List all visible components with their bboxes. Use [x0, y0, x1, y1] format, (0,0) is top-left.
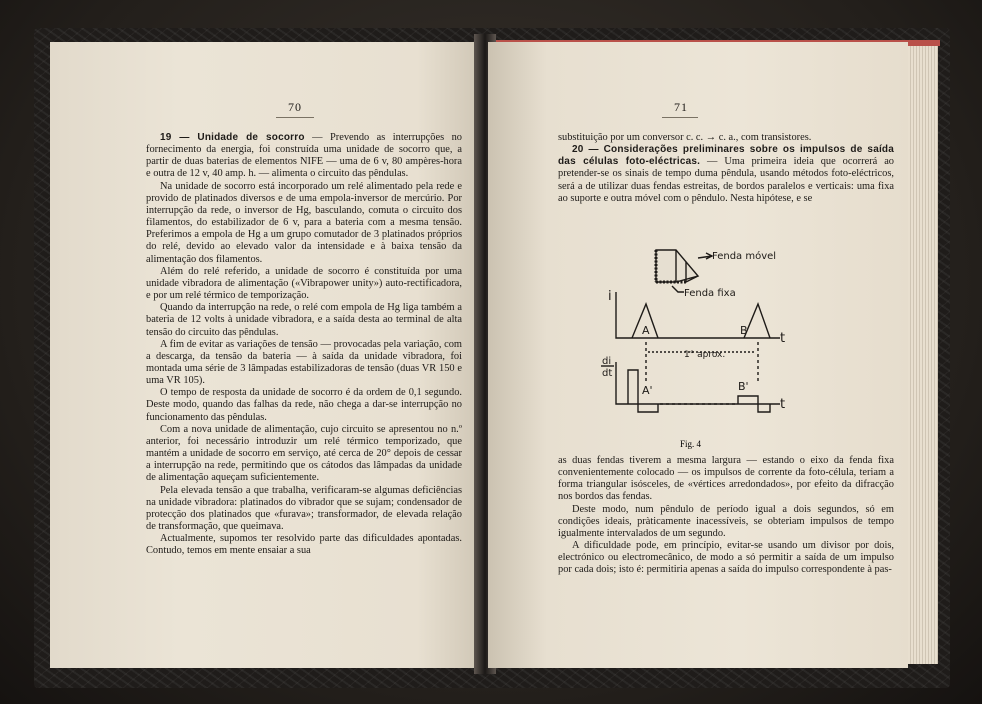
label-fenda-fixa: Fenda fixa — [684, 288, 736, 299]
paragraph — [146, 302, 462, 338]
didt-axis-lines — [616, 362, 780, 404]
paragraph — [146, 339, 462, 388]
left-text-column — [146, 132, 462, 557]
paragraph — [146, 266, 462, 302]
paragraph-text: O tempo de resposta da unidade de socorro é da ordem de 0,1 segundo. Deste modo, quando das falhas da rede, não chega a dar-se interrupção no funcionamento das pêndulas. — [146, 387, 462, 423]
paragraph-text: as duas fendas tiverem a mesma largura — estando o eixo da fenda fixa convenientemente colocado — os impulsos de corrente da foto-célula, teriam a forma triangular isósceles, de «vértices arredondados», por efeito da difracção nos bordos das fendas. — [558, 455, 894, 503]
label-fenda-movel: Fenda móvel — [712, 251, 777, 262]
label-b: B — [740, 324, 748, 337]
paragraph — [146, 181, 462, 266]
axis-i: i — [608, 289, 612, 304]
paragraph-text: Pela elevada tensão a que trabalha, verificaram-se algumas deficiências na unidade vibradora: platinados do vibrador que se sujam; condensador de protecção dos platinados que «furava»; transformador, de elevada relação de transformação, que queimava. — [146, 484, 462, 532]
paragraph — [146, 424, 462, 485]
page-block-edge — [908, 46, 938, 664]
interval-guides — [646, 342, 758, 384]
axis-didt-num: di — [602, 356, 612, 367]
right-text-column-top — [558, 132, 894, 205]
paragraph-text: — Prevendo as interrupções no fornecimento da energia, foi construída uma unidade de socorro que, a partir de duas baterias de elementos NIFE — uma de 6 v, 80 ampères-hora e outra de 12 v, 40 amp. h. — alimenta o circuito das pêndulas. — [146, 132, 463, 180]
figure-caption: Fig. 4 — [680, 439, 702, 449]
paragraph — [558, 504, 894, 540]
paragraph-text: substituição por um conversor c. c. → c. a., com transistores. — [558, 132, 812, 143]
paragraph-text: — Uma primeira ideia que ocorrerá ao pretender-se os sinais de tempo duma pêndula, usando métodos foto-eléctricos, será a de utilizar duas fendas estreitas, de bordos paralelos e verticais: uma fixa ao suporte e outra móvel com o pêndulo. Nesta hipótese, e se — [558, 156, 895, 204]
axis-t: t — [780, 397, 786, 412]
paragraph — [146, 533, 462, 557]
axis-didt-den: dt — [602, 368, 613, 379]
paragraph — [558, 132, 894, 144]
right-text-column-bottom — [558, 455, 894, 577]
paragraph-text: Deste modo, num pêndulo de período igual a dois segundos, só em condições ideais, pràticamente inacessíveis, se obteriam impulsos de tempo igualmente intervalados de um segundo. — [558, 503, 894, 539]
section-heading: 19 — Unidade de socorro — [160, 132, 305, 143]
axis-t: t — [780, 331, 786, 346]
paragraph — [558, 455, 894, 504]
page-number: 71 — [674, 100, 688, 114]
label-a-prime: A' — [642, 384, 653, 397]
paragraph — [558, 144, 894, 205]
paragraph-text: Actualmente, supomos ter resolvido parte das dificuldades apontadas. Contudo, temos em mente ensaiar a sua — [146, 533, 462, 557]
interval-label: 1° aprox. — [684, 350, 726, 360]
paragraph — [558, 540, 894, 576]
page-number-rule — [276, 117, 314, 118]
label-a: A — [642, 324, 650, 337]
paragraph-text: Além do relé referido, a unidade de socorro é constituída por uma unidade vibradora de alimentação («Vibrapower unity») auto-rectificadora, e por um relé térmico de temporização. — [146, 265, 462, 302]
paragraph-text: Quando da interrupção na rede, o relé com empola de Hg liga também a bateria de 12 volts à unidade vibradora, e a saída desta ao terminal de alta tensão do circuito das pêndulas. — [146, 302, 462, 338]
paragraph-text: Com a nova unidade de alimentação, cujo circuito se apresentou no n.º anterior, foi necessário introduzir um relé térmico temporizado, que mantém a unidade de socorro em serviço, até cerca de 20° depois de cessar a interrupção na rede, permitindo que os cátodos das lâmpadas da unidade de alimentação aqueçam suficientemente. — [146, 423, 462, 484]
section-heading: 20 — Considerações preliminares sobre os impulsos de saída das células foto-eléctricas. — [558, 144, 894, 168]
page-number: 70 — [288, 100, 302, 114]
fenda-movel-housing — [656, 250, 698, 282]
triangular-pulses — [632, 304, 770, 338]
paragraph — [146, 387, 462, 423]
paragraph-text: Na unidade de socorro está incorporado um relé alimentado pela rede e provido de platinados diversos e de uma empola-inversor de mercúrio. Por interrupção da rede, o inversor de Hg, basculando, comuta o circuito dos filamentos, do estabilizador de 6 v, para a bateria com a mesma tensão. Preferimos a empola de Hg a um grupo comutador de 3 platinados próprios do relé, devido ao elevado valor da intensidade e à baixa tensão da alimentação dos filamentos. — [146, 180, 462, 265]
figure-4-diagram — [602, 234, 808, 444]
paragraph-text: A fim de evitar as variações de tensão — provocadas pela variação, com a descarga, da tensão da bateria — à saída da unidade vibradora, foi montada uma série de 3 lâmpadas estabilizadoras de tensão (duas VR 150 e uma VR 105). — [146, 338, 462, 387]
page-number-rule — [662, 117, 698, 118]
paragraph — [146, 485, 462, 534]
label-b-prime: B' — [738, 380, 749, 393]
paragraph-text: A dificuldade pode, em princípio, evitar-se usando um divisor por dois, electrónico ou electromecânico, de modo a só permitir a saída de um impulso por cada dois; isto é: permitiria apenas a saída do impulso correspondente à pas- — [558, 540, 894, 576]
paragraph — [146, 132, 462, 181]
left-page — [50, 42, 482, 668]
arrow-fenda-fixa — [672, 286, 684, 292]
